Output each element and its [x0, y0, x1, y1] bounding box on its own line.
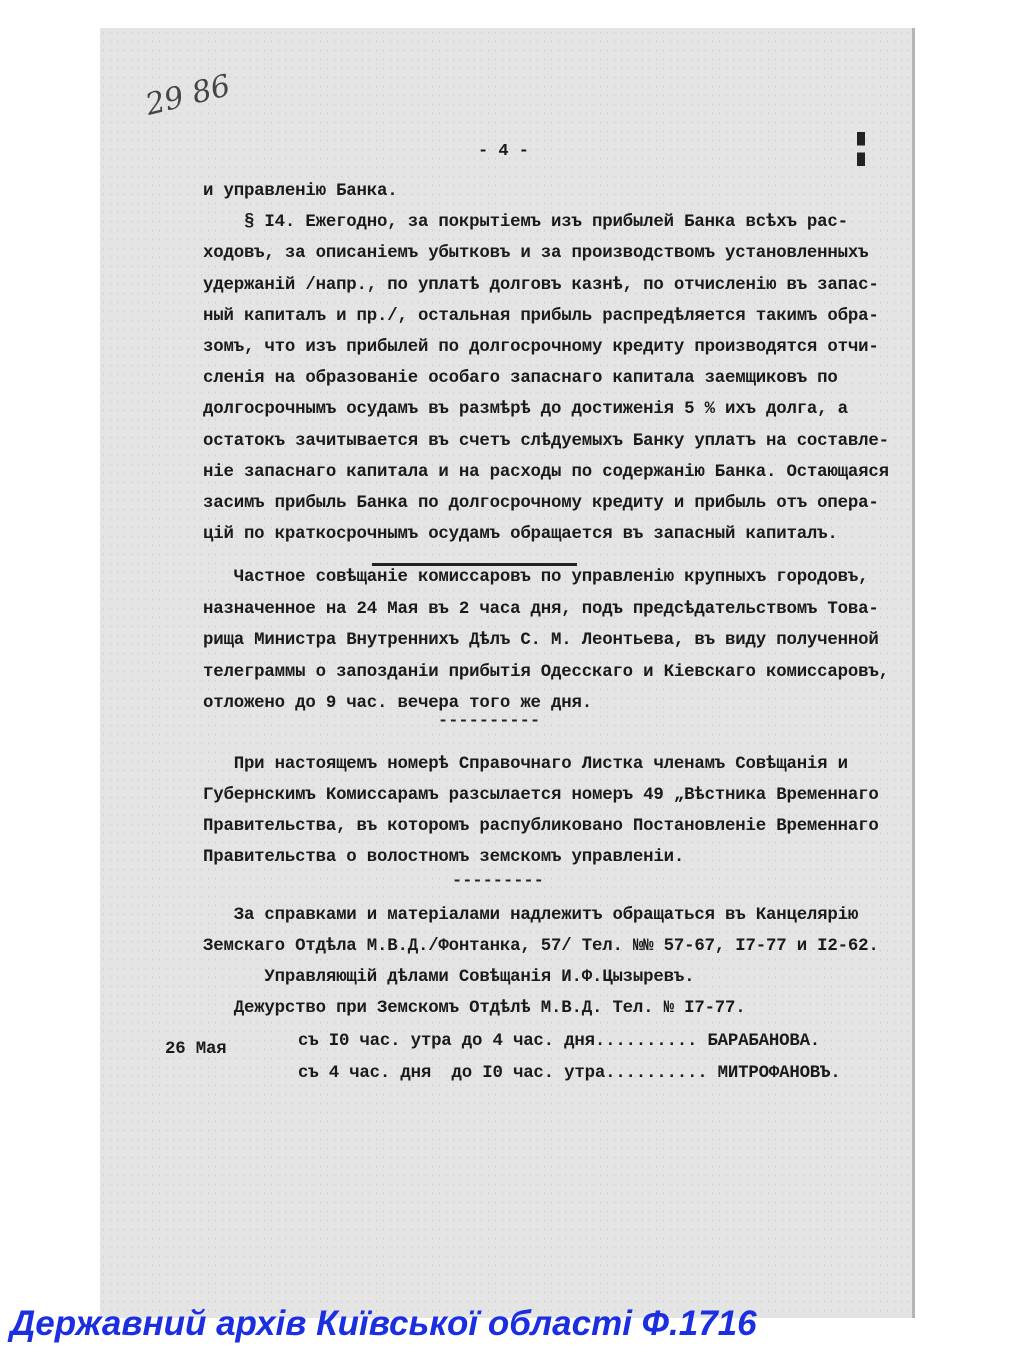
paragraph-14-line: удержаній /напр., по уплатѣ долговъ казнѣ, по отчисленію въ запас- — [203, 275, 879, 295]
meeting-notice-line: назначенное на 24 Мая въ 2 часа дня, подъ предсѣдательствомъ Това- — [203, 599, 879, 619]
paragraph-14-line: ный капиталъ и пр./, остальная прибыль распредѣляется такимъ обра- — [203, 306, 879, 326]
contacts-line: За справками и матеріалами надлежитъ обращаться въ Канцелярію — [203, 906, 859, 925]
page-edge — [912, 28, 915, 1318]
contacts-line: Дежурство при Земскомъ Отдѣлѣ М.В.Д. Тел. № I7-77. — [203, 999, 746, 1018]
separator: ---------- — [438, 712, 541, 731]
archive-label: Державний архів Київської області Ф.1716 — [10, 1304, 757, 1343]
contacts-line: Управляющій дѣлами Совѣщанія И.Ф.Цызыревъ. — [203, 968, 695, 987]
bulletin-notice-line: Правительства, въ которомъ распубликовано Постановленіе Временнаго — [203, 817, 879, 836]
paragraph-14-line: остатокъ зачитывается въ счетъ слѣдуемыхъ Банку уплатъ на составле- — [203, 431, 889, 451]
meeting-notice-line: Частное совѣщаніе комиссаровъ по управленію крупныхъ городовъ, — [203, 568, 869, 587]
paragraph-14-line: ходовъ, за описаніемъ убытковъ и за производствомъ установленныхъ — [203, 244, 869, 264]
paragraph-14-line: засимъ прибыль Банка по долгосрочному кредиту и прибыль отъ опера- — [203, 494, 879, 513]
paragraph-14-line: зомъ, что изъ прибылей по долгосрочному кредиту производятся отчи- — [203, 338, 879, 357]
meeting-notice-line: отложено до 9 час. вечера того же дня. — [203, 694, 592, 713]
paragraph-14-line: сленія на образованіе особаго запаснаго капитала заемщиковъ по — [203, 369, 838, 389]
duty-shift-2: съ 4 час. дня до I0 час. утра.......... МИТРОФАНОВЪ. — [298, 1064, 841, 1083]
meeting-notice-line: телеграммы о запозданіи прибытія Одесскаго и Кіевскаго комиссаровъ, — [203, 662, 889, 682]
duty-date: 26 Мая — [165, 1040, 227, 1059]
underline-rule — [372, 563, 577, 566]
paragraph-14-line: цій по краткосрочнымъ осудамъ обращается въ запасный капиталъ. — [203, 525, 838, 545]
bulletin-notice-line: При настоящемъ номерѣ Справочнаго Листка членамъ Совѣщанія и — [203, 755, 848, 774]
paragraph-14-line: § I4. Ежегодно, за покрытіемъ изъ прибылей Банка всѣхъ рас- — [203, 213, 848, 233]
separator-2: --------- — [452, 872, 544, 891]
paragraph-14-line: долгосрочнымъ осудамъ въ размѣрѣ до достиженія 5 % ихъ долга, а — [203, 400, 848, 420]
bulletin-notice-line: Губернскимъ Комиссарамъ разсылается номеръ 49 „Вѣстника Временнаго — [203, 786, 879, 805]
paragraph-14-line: и управленію Банка. — [203, 182, 398, 201]
paragraph-14-line: ніе запаснаго капитала и на расходы по содержанію Банка. Остающаяся — [203, 462, 889, 482]
handwritten-note: 29 86 — [142, 68, 234, 123]
paper-clip-mark — [857, 132, 865, 166]
contacts-line: Земскаго Отдѣла М.В.Д./Фонтанка, 57/ Тел. №№ 57-67, I7-77 и I2-62. — [203, 937, 879, 956]
meeting-notice-line: рища Министра Внутреннихъ Дѣлъ С. М. Леонтьева, въ виду полученной — [203, 631, 879, 650]
duty-shift-1: съ I0 час. утра до 4 час. дня.......... БАРАБАНОВА. — [298, 1032, 821, 1051]
bulletin-notice-line: Правительства о волостномъ земскомъ управленіи. — [203, 848, 685, 867]
page-number: - 4 - — [478, 142, 530, 161]
